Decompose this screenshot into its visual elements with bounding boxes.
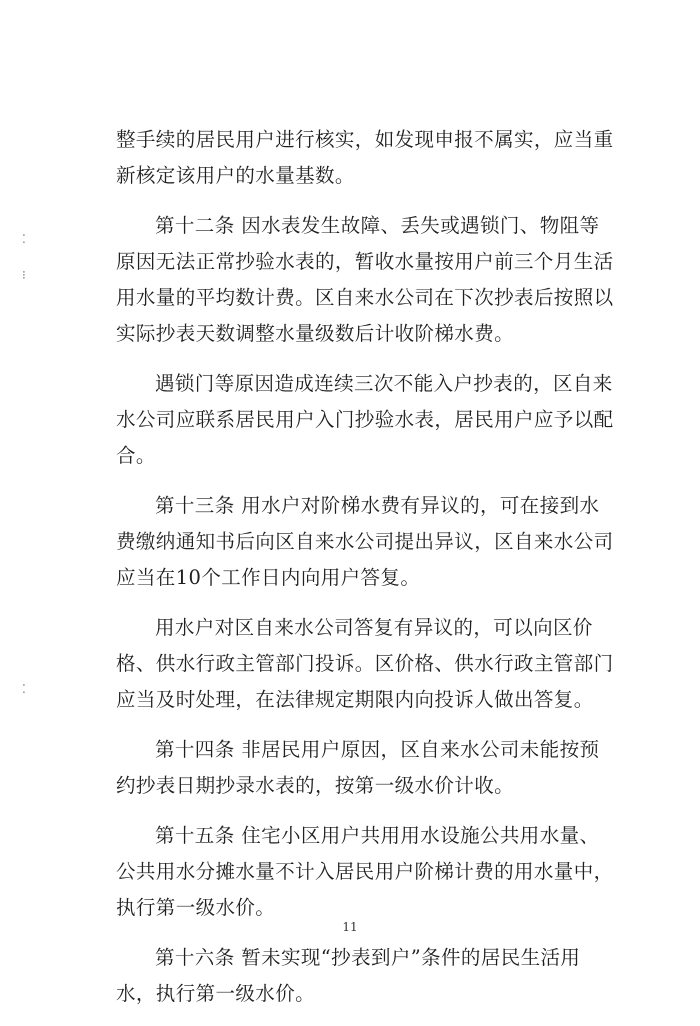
paragraph-article-15: 第十五条 住宅小区用户共用用水设施公共用水量、公共用水分摊水量不计入居民用户阶梯计费的用水量中，执行第一级水价。 (116, 824, 614, 919)
paragraph-article-16: 第十六条 暂未实现“抄表到户”条件的居民生活用水，执行第一级水价。 (116, 946, 581, 1005)
paragraph-article-13: 第十三条 用水户对阶梯水费有异议的，可在接到水费缴纳通知书后向区自来水公司提出异议，区自来水公司应当在10个工作日内向用户答复。 (116, 494, 614, 589)
scan-mark: ⁝ (22, 268, 26, 282)
paragraph: 整手续的居民用户进行核实，如发现申报不属实，应当重新核定该用户的水量基数。 (116, 128, 614, 187)
scan-mark: ⁚ (22, 682, 26, 696)
paragraph: 用水户对区自来水公司答复有异议的，可以向区价格、供水行政主管部门投诉。区价格、供水行政主管部门应当及时处理，在法律规定期限内向投诉人做出答复。 (116, 616, 614, 711)
paragraph-article-12: 第十二条 因水表发生故障、丢失或遇锁门、物阻等原因无法正常抄验水表的，暂收水量按用户前三个月生活用水量的平均数计费。区自来水公司在下次抄表后按照以实际抄表天数调整水量级数后计收阶梯水费。 (116, 214, 614, 345)
paragraph-article-14: 第十四条 非居民用户原因，区自来水公司未能按预约抄表日期抄录水表的，按第一级水价计收。 (116, 738, 600, 797)
page-number: 11 (342, 920, 358, 934)
paragraph: 遇锁门等原因造成连续三次不能入户抄表的，区自来水公司应联系居民用户入门抄验水表，居民用户应予以配合。 (116, 372, 614, 467)
document-body (116, 122, 616, 1026)
scan-mark: ⁚ (22, 232, 26, 246)
